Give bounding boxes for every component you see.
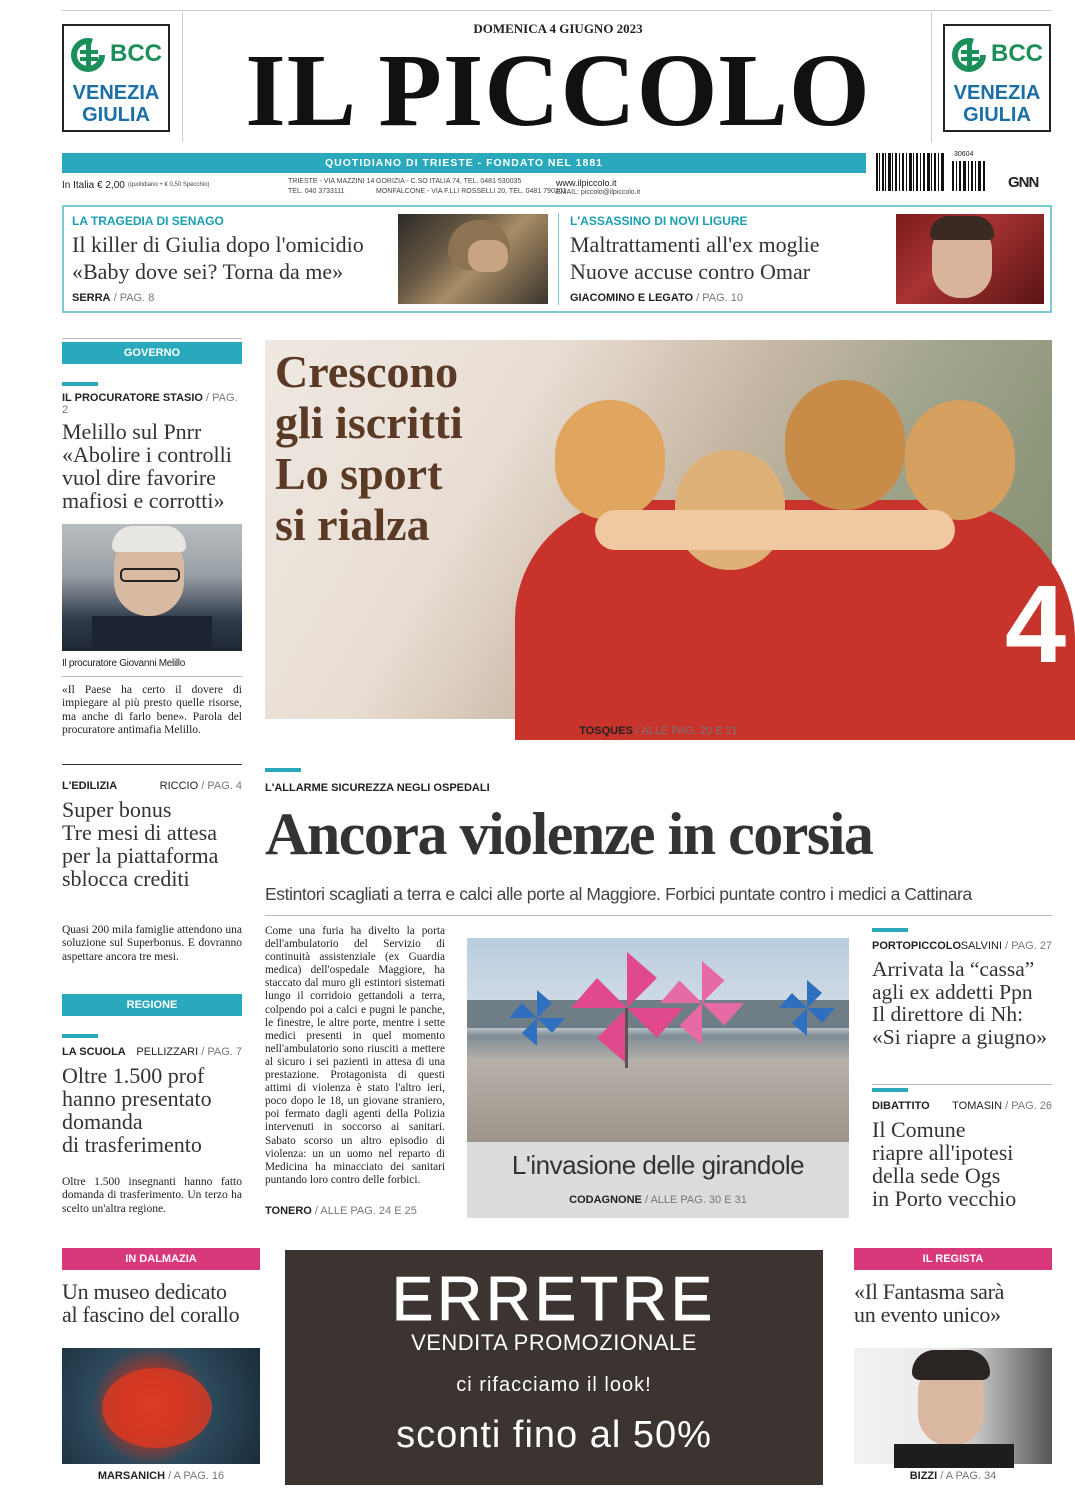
top-stories-box	[62, 205, 1052, 313]
ad-line-2: ci rifacciamo il look!	[456, 1374, 652, 1396]
story-headline: Il Comune riapre all'ipotesi della sede Ogs in Porto vecchio	[872, 1117, 1017, 1212]
rule	[872, 1084, 1052, 1085]
top-story-1[interactable]	[64, 207, 558, 311]
top-story-kicker: LA TRAGEDIA DI SENAGO	[72, 214, 224, 228]
story-superbonus[interactable]	[62, 780, 242, 890]
omar-photo	[896, 214, 1044, 304]
story-kicker: PORTOPICCOLO SALVINI / PAG. 27	[872, 940, 1052, 952]
main-kicker: L'ALLARME SICUREZZA NEGLI OSPEDALI	[265, 782, 490, 794]
photo-story-byline: CODAGNONE / ALLE PAG. 30 E 31	[569, 1194, 747, 1206]
section-regione: REGIONE	[62, 994, 242, 1016]
sponsor-line-2: GIULIA	[82, 104, 150, 126]
top-story-headline: Il killer di Giulia dopo l'omicidio	[72, 232, 364, 257]
story-kicker: LA SCUOLA PELLIZZARI / PAG. 7	[62, 1046, 242, 1058]
info-trieste: TRIESTE - VIA MAZZINI 14	[288, 178, 375, 185]
price: In Italia € 2,00	[62, 180, 125, 191]
price-note: (quotidiano + € 0,50 Specchio)	[128, 182, 210, 188]
top-story-2[interactable]	[560, 207, 1054, 311]
section-dalmazia: IN DALMAZIA	[62, 1248, 260, 1270]
masthead-box	[182, 12, 932, 148]
coral-photo	[62, 1348, 260, 1464]
hair-shape	[112, 526, 186, 552]
story-portopiccolo[interactable]	[872, 940, 1052, 1048]
bcc-brand: BCC	[110, 40, 162, 67]
suspect-photo	[398, 214, 548, 304]
pinwheel-icon	[657, 958, 747, 1048]
photo-story-card[interactable]	[467, 938, 849, 1218]
barcode	[876, 153, 946, 195]
top-story-headline: Nuove accuse contro Omar	[570, 259, 811, 284]
tagline-bar: QUOTIDIANO DI TRIESTE - FONDATO NEL 1881	[62, 153, 866, 173]
hair-shape	[912, 1350, 990, 1380]
glasses-shape	[120, 568, 180, 582]
info-strip	[62, 178, 862, 200]
story-summary: Oltre 1.500 insegnanti hanno fatto domanda di trasferimento. Un terzo ha scelto un'altra regione.	[62, 1176, 242, 1215]
story-headline: Super bonus Tre mesi di attesa per la piattaforma sblocca crediti	[62, 797, 219, 892]
ad-line-1: VENDITA PROMOZIONALE	[411, 1330, 697, 1355]
top-rule	[62, 10, 1052, 11]
hair-shape	[930, 216, 994, 240]
shirt-shape	[894, 1444, 1014, 1468]
rule	[62, 676, 242, 677]
corallo-byline: MARSANICH / A PAG. 16	[97, 1470, 225, 1482]
barcode-number: 30604	[954, 151, 974, 158]
accent-tick	[265, 768, 301, 772]
barcode-addon	[950, 153, 990, 195]
top-story-byline: SERRA / PAG. 8	[72, 292, 155, 304]
photo-caption: Il procuratore Giovanni Melillo	[62, 658, 185, 669]
regista-photo	[854, 1348, 1052, 1464]
sponsor-logo-right[interactable]	[943, 24, 1051, 132]
story-headline: Un museo dedicato al fascino del corallo	[62, 1279, 240, 1328]
pinwheel-icon	[507, 988, 567, 1048]
pinwheel-icon	[777, 978, 837, 1038]
section-regista: IL REGISTA	[854, 1248, 1052, 1270]
story-dibattito[interactable]	[872, 1100, 1052, 1210]
sponsor-logo-left[interactable]	[62, 24, 170, 132]
child-head	[555, 400, 665, 520]
newspaper-title[interactable]: IL PICCOLO	[245, 33, 871, 148]
section-governo: GOVERNO	[62, 342, 242, 364]
story-headline: Arrivata la “cassa” agli ex addetti Ppn Il direttore di Nh: «Si riapre a giugno»	[872, 957, 1047, 1049]
info-trieste-tel: TEL. 040 3733111	[288, 188, 345, 195]
story-scuola[interactable]	[62, 1046, 242, 1156]
ad-erretre[interactable]	[285, 1250, 823, 1485]
rule	[265, 915, 1052, 916]
hero-byline: TOSQUES / ALLE PAG. 20 E 21	[579, 725, 738, 737]
child-head	[905, 400, 1015, 520]
story-kicker: DIBATTITO TOMASIN / PAG. 26	[872, 1100, 1052, 1112]
story-melillo[interactable]	[62, 392, 242, 512]
rule	[62, 338, 242, 339]
ad-line-3: sconti fino al 50%	[396, 1414, 712, 1456]
info-gorizia: GORIZIA - C.SO ITALIA 74, TEL. 0481 530035	[376, 178, 522, 185]
story-summary: Quasi 200 mila famiglie attendono una soluzione sul Superbonus. E dovranno aspettare ancora tre mesi.	[62, 924, 242, 963]
main-body: Come una furia ha divelto la porta dell'ambulatorio del Servizio di continuità assistenziale (ex Guardia medica) dell'ospedale Maggiore, ha staccato dal muro gli estintori sistemati lungo il corridoio gettandoli a terra, colpendo poi a calci e pugni le panche, le finestre, le altre porte, mentre i sette medici presenti in quel momento nell'ambulatorio sono riusciti a mettere al sicuro i sei pazienti in attesa di una prestazione. Protagonista di questi attimi di violenza è stato l'altro ieri, poco dopo le 18, un giovane straniero, poi fermato dagli agenti della Polizia intervenuti in soccorso ai sanitari. Sabato scorso un altro episodio di violenza: un un uomo nel reparto di Medicina ha minacciato dei sanitari puntando loro contro delle forbici.	[265, 925, 445, 1186]
accent-tick	[872, 1088, 908, 1092]
accent-tick	[62, 1034, 98, 1038]
story-kicker: L'EDILIZIA RICCIO / PAG. 4	[62, 780, 242, 792]
sponsor-line-1: VENEZIA	[953, 82, 1041, 104]
gnn-logo: GNN	[1008, 174, 1039, 191]
main-subhead: Estintori scagliati a terra e calci alle porte al Maggiore. Forbici puntate contro i medici a Cattinara	[265, 884, 972, 904]
story-headline: Melillo sul Pnrr «Abolire i controlli vuol dire favorire mafiosi e corrotti»	[62, 419, 232, 514]
top-story-byline: GIACOMINO E LEGATO / PAG. 10	[570, 292, 743, 304]
accent-tick	[872, 928, 908, 932]
pinwheels-photo	[467, 938, 849, 1142]
story-headline: Oltre 1.500 prof hanno presentato domanda di trasferimento	[62, 1063, 212, 1158]
top-story-headline: Maltrattamenti all'ex moglie	[570, 232, 820, 257]
hero-photo[interactable]	[265, 340, 1067, 719]
masthead-date: DOMENICA 4 GIUGNO 2023	[473, 21, 643, 36]
main-headline[interactable]: Ancora violenze in corsia	[265, 801, 873, 867]
website-link[interactable]: www.ilpiccolo.it	[556, 178, 617, 188]
hero-headline: Crescono gli iscritti Lo sport si rialza	[275, 346, 463, 550]
accent-tick	[62, 382, 98, 386]
coral-shape	[102, 1368, 212, 1448]
sponsor-line-1: VENEZIA	[72, 82, 160, 104]
arms-shape	[595, 510, 955, 550]
top-story-kicker: L'ASSASSINO DI NOVI LIGURE	[570, 214, 748, 228]
suit-shape	[92, 616, 212, 651]
melillo-photo	[62, 524, 242, 651]
story-kicker: IL PROCURATORE STASIO / PAG. 2	[62, 392, 238, 416]
rule	[62, 764, 242, 765]
story-summary: «Il Paese ha certo il dovere di impiegare al più presto quelle risorse, ma anche di farlo bene». Parola del procuratore antimafia Melillo.	[62, 684, 242, 737]
top-story-headline: «Baby dove sei? Torna da me»	[72, 259, 344, 284]
email-link[interactable]: EMAIL: piccolo@ilpiccolo.it	[556, 189, 641, 196]
bcc-brand: BCC	[991, 40, 1043, 67]
top-stories-divider	[558, 213, 559, 305]
main-byline: TONERO / ALLE PAG. 24 E 25	[265, 1205, 417, 1217]
story-fantasma[interactable]	[854, 1280, 1052, 1326]
regista-byline: BIZZI / A PAG. 34	[909, 1470, 997, 1482]
bcc-icon	[951, 36, 991, 79]
story-corallo[interactable]	[62, 1280, 267, 1326]
photo-story-headline: L'invasione delle girandole	[511, 1150, 805, 1180]
face-shape	[468, 240, 508, 272]
ad-brand: ERRETRE	[391, 1265, 717, 1334]
jersey-number: 4	[1005, 563, 1067, 686]
child-head	[785, 380, 905, 510]
info-monfalcone: MONFALCONE - VIA F.LLI ROSSELLI 20, TEL. 0481 790201	[376, 188, 567, 195]
sponsor-line-2: GIULIA	[963, 104, 1031, 126]
story-headline: «Il Fantasma sarà un evento unico»	[854, 1279, 1005, 1328]
